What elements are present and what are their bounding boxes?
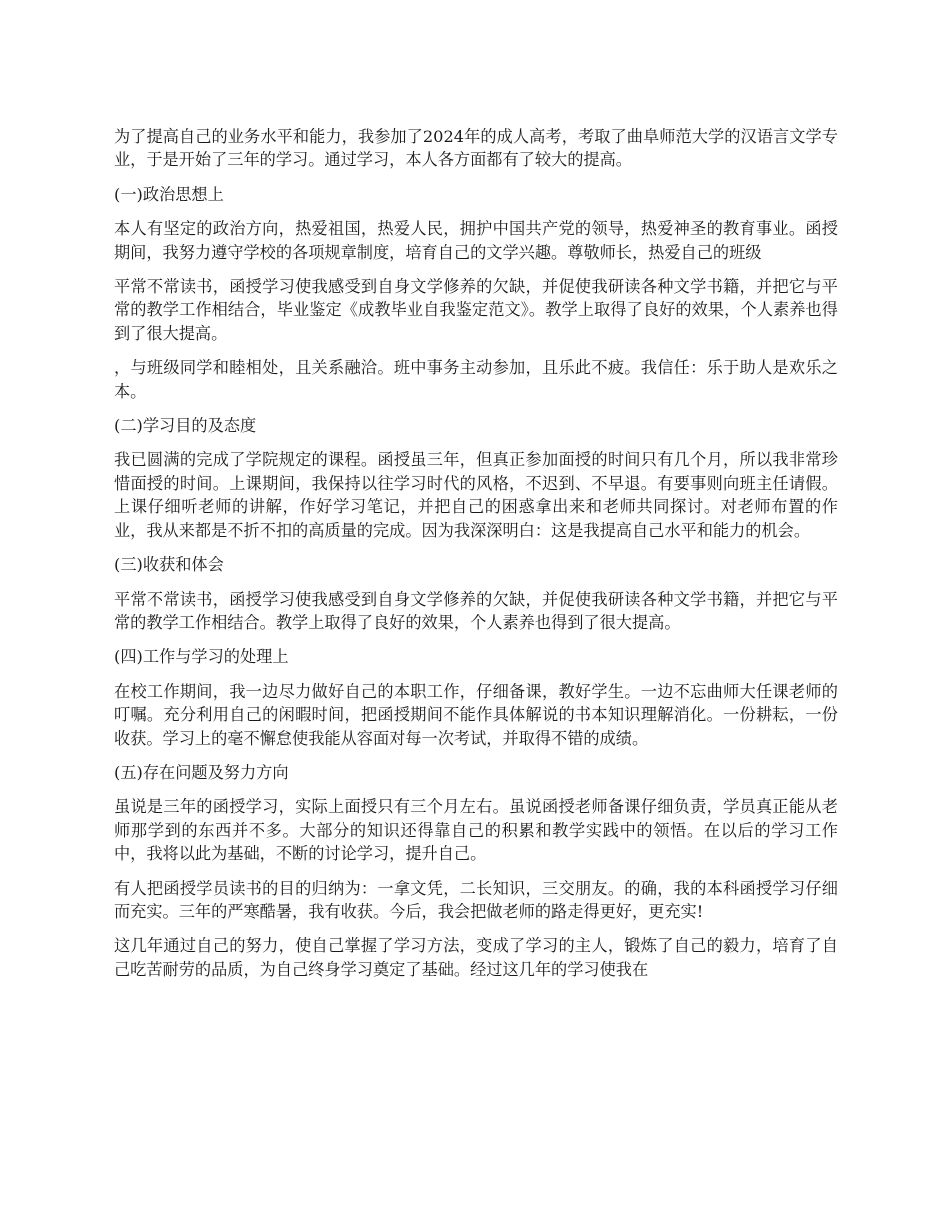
study-attitude-paragraph: 我已圆满的完成了学院规定的课程。函授虽三年，但真正参加面授的时间只有几个月，所以我非常珍惜面授的时间。上课期间，我保持以往学习时代的风格，不迟到、不早退。有要事则向班主任请假。上课仔细听老师的讲解，作好学习笔记，并把自己的困惑拿出来和老师共同探讨。对老师布置的作业，我从来都是不折不扣的高质量的完成。因为我深深明白：这是我提高自己水平和能力的机会。 xyxy=(114,450,838,540)
purpose-paragraph: 有人把函授学员读书的目的归纳为：一拿文凭，二长知识，三交朋友。的确，我的本科函授学习仔细而充实。三年的严寒酷暑，我有收获。今后，我会把做老师的路走得更好，更充实! xyxy=(114,878,838,921)
work-study-paragraph: 在校工作期间，我一边尽力做好自己的本职工作，仔细备课，教好学生。一边不忘曲师大任课老师的叮嘱。充分利用自己的闲暇时间，把函授期间不能作具体解说的书本知识理解消化。一份耕耘，一份收获。学习上的毫不懈怠使我能从容面对每一次考试，并取得不错的成绩。 xyxy=(114,681,838,748)
section-heading-work-study: (四)工作与学习的处理上 xyxy=(114,647,289,667)
politics-paragraph: 本人有坚定的政治方向，热爱祖国，热爱人民，拥护中国共产党的领导，热爱神圣的教育事业。函授期间，我努力遵守学校的各项规章制度，培育自己的文学兴趣。尊敬师长，热爱自己的班级 xyxy=(114,219,838,262)
gains-paragraph: 平常不常读书，函授学习使我感受到自身文学修养的欠缺，并促使我研读各种文学书籍，并把它与平常的教学工作相结合。教学上取得了良好的效果，个人素养也得到了很大提高。 xyxy=(114,589,838,632)
closing-paragraph: 这几年通过自己的努力，使自己掌握了学习方法，变成了学习的主人，锻炼了自己的毅力，培育了自己吃苦耐劳的品质，为自己终身学习奠定了基础。经过这几年的学习使我在 xyxy=(114,936,838,979)
problems-paragraph: 虽说是三年的函授学习，实际上面授只有三个月左右。虽说函授老师备课仔细负责，学员真正能从老师那学到的东西并不多。大部分的知识还得靠自己的积累和教学实践中的领悟。在以后的学习工作中，我将以此为基础，不断的讨论学习，提升自己。 xyxy=(114,797,838,864)
reading-paragraph: 平常不常读书，函授学习使我感受到自身文学修养的欠缺，并促使我研读各种文学书籍，并把它与平常的教学工作相结合，毕业鉴定《成教毕业自我鉴定范文》。教学上取得了良好的效果，个人素养也得到了很大提高。 xyxy=(114,277,838,343)
section-heading-study-attitude: (二)学习目的及态度 xyxy=(114,416,257,436)
section-heading-politics: (一)政治思想上 xyxy=(114,184,224,204)
section-heading-gains: (三)收获和体会 xyxy=(114,555,224,575)
classmates-paragraph: ，与班级同学和睦相处，且关系融洽。班中事务主动参加，且乐此不疲。我信任：乐于助人是欢乐之本。 xyxy=(114,358,838,401)
intro-paragraph: 为了提高自己的业务水平和能力，我参加了2024年的成人高考，考取了曲阜师范大学的汉语言文学专业，于是开始了三年的学习。通过学习，本人各方面都有了较大的提高。 xyxy=(114,127,838,170)
section-heading-problems: (五)存在问题及努力方向 xyxy=(114,762,289,782)
